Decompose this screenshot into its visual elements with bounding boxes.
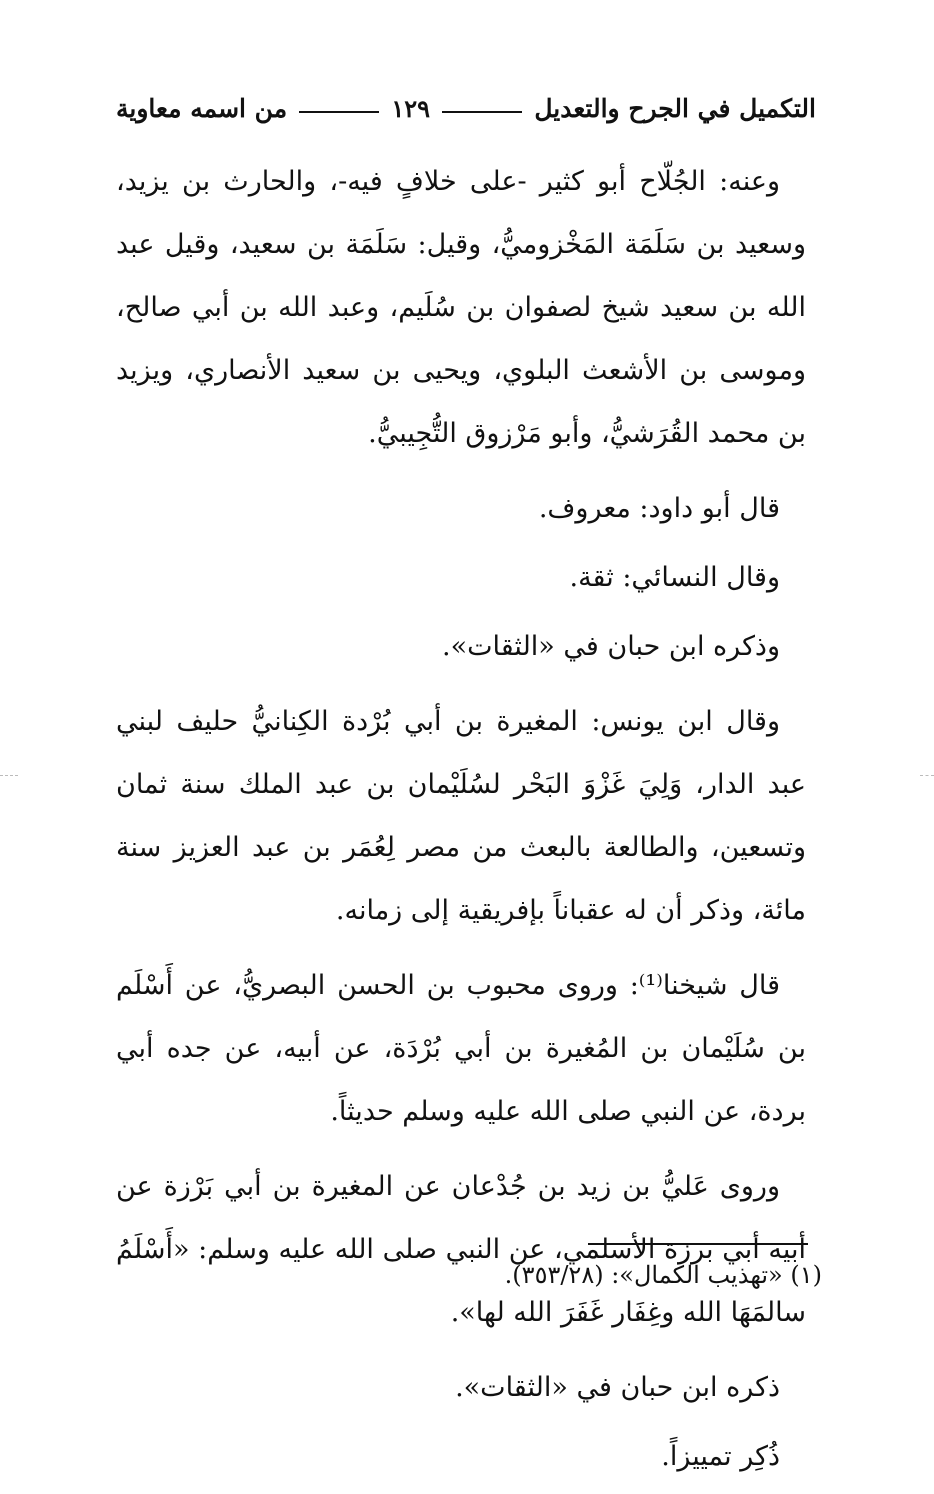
running-header — [116, 88, 816, 128]
paragraph-narrators: وعنه: الجُلّاح أبو كثير -على خلافٍ فيه-، والحارث بن يزيد، وسعيد بن سَلَمَة المَخْزوميُّ، وقيل: سَلَمَة بن سعيد، وقيل عبد الله بن سعيد شيخ لصفوان بن سُلَيم، وعبد الله بن أبي صالح، وموسى بن الأشعث البلوي، ويحيى بن سعيد الأنصاري، ويزيد بن محمد القُرَشيُّ، وأبو مَرْزوق التُّجِيبيُّ. — [116, 166, 806, 449]
header-dash-right — [442, 111, 522, 113]
footnote: (١) «تهذيب الكمال»: (٣٥٣/٢٨). — [504, 1261, 822, 1289]
scan-margin-mark-left — [0, 775, 18, 776]
header-dash-left — [299, 111, 379, 113]
paragraph-tamyiz: ذُكِر تمييزاً. — [661, 1441, 780, 1472]
paragraph-abu-dawud: قال أبو داود: معروف. — [538, 493, 780, 524]
paragraph-nasai: وقال النسائي: ثقة. — [569, 562, 780, 593]
paragraph-ibn-hibban-2: ذكره ابن حبان في «الثقات». — [455, 1372, 780, 1403]
paragraph-ali-bin-zayd: وروى عَليُّ بن زيد بن جُدْعان عن المغيرة بن أبي بَرْزة عن أبيه أبي برزة الأسلمي، عن النبي صلى الله عليه وسلم: «أَسْلَمُ سالمَهَا الله وغِفَار غَفَرَ الله لها». — [116, 1171, 806, 1328]
page-number: ١٢٩ — [391, 93, 431, 123]
scan-margin-mark-right — [920, 775, 934, 776]
chapter-title: من اسمه معاوية — [116, 93, 288, 123]
paragraph-shaykhuna: قال شيخنا⁽¹⁾: وروى محبوب بن الحسن البصريُّ، عن أَسْلَم بن سُلَيْمان بن المُغيرة بن أبي بُرْدَة، عن أبيه، عن جده أبي بردة، عن النبي صلى الله عليه وسلم حديثاً. — [116, 970, 806, 1127]
paragraph-ibn-yunus: وقال ابن يونس: المغيرة بن أبي بُرْدة الكِنانيُّ حليف لبني عبد الدار، وَلِيَ غَزْوَ البَحْر لسُلَيْمان بن عبد الملك سنة ثمان وتسعين، والطالعة بالبعث من مصر لِعُمَر بن عبد العزيز سنة مائة، وذكر أن له عقباناً بإفريقية إلى زمانه. — [116, 706, 806, 926]
main-text — [116, 150, 806, 1494]
paragraph-ibn-hibban: وذكره ابن حبان في «الثقات». — [442, 631, 780, 662]
footnote-separator — [588, 1243, 808, 1245]
book-title: التكميل في الجرح والتعديل — [534, 93, 816, 123]
